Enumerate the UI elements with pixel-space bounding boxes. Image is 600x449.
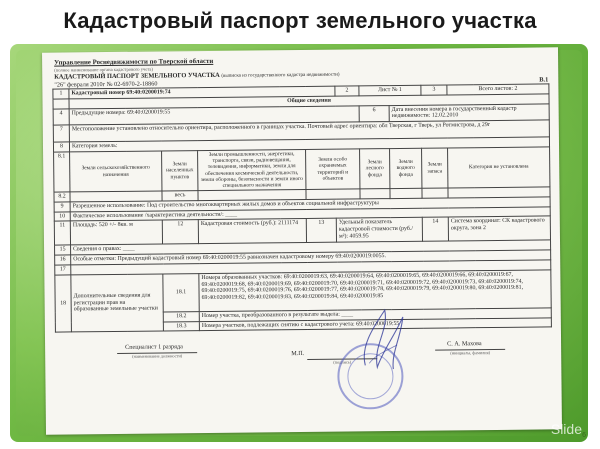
general-info-heading: Общие сведения — [69, 94, 549, 109]
row-number: 17 — [55, 265, 71, 275]
signer-name-caption: (инициалы, фамилия) — [435, 349, 505, 357]
specific-value: Удельный показатель кадастровой стоимости (руб./м²): 4059.95 — [336, 218, 422, 243]
permitted-use: Разрешенное использование: Под строительство многоквартирных жилых домов и объектов социальной инфраструктуры — [70, 197, 550, 212]
row-number: 14 — [422, 217, 448, 241]
land-value-cell — [390, 188, 422, 198]
land-category-cell: Земли водного фонда — [390, 148, 422, 189]
date-number: "26" февраля 2010г № 02-6970-2-18860 — [54, 80, 158, 89]
table-row — [54, 147, 550, 192]
date-of-entry: Дата внесения номера в государственный кадастр недвижимости: 12.02.2010 — [389, 103, 549, 121]
registration-info-label: Дополнительные сведения для регистрации прав на образованные земельные участки — [71, 274, 164, 333]
land-value-cell — [306, 189, 360, 199]
actual-use: Фактическое использование /характеристика деятельности/: ____ — [70, 207, 550, 222]
row-number: 11 — [54, 221, 70, 245]
formed-parcels: Номера образованных участков: 69:40:0200019:63, 69:40:0200019:64, 69:40:0200019:65, 69:40:0200019:66, 69:40:0200019:67, 69:40:0200019:68, 69:40:0200019:69, 69:40:0200019:70, 69:40:0200019:71, 69:40:0200019:72, 69:40:0200019:73, 69:40:0200019:74, 69:40:0200019:75, 69:40:0200019:76, 69:40:0200019:77, 69:40:0200019:78, 69:40:0200019:79, 69:40:0200019:80, 69:40:0200019:81, 69:40:0200019:82, 69:40:0200019:83, 69:40:0200019:84, 69:40:0200019:85 — [199, 270, 551, 312]
form-code: В.1 — [539, 76, 549, 84]
signature-caption: (подпись) — [307, 358, 377, 366]
row-number: 8.1 — [54, 152, 70, 192]
land-category-cell: Категория не установлена — [448, 147, 550, 188]
subrow-number: 18.1 — [163, 273, 199, 311]
land-category-cell: Земли сельскохозяйственного назначения — [70, 151, 162, 192]
cell-number: 3 — [421, 85, 447, 95]
stamp-label: М.П. — [291, 349, 305, 358]
form-title — [54, 71, 339, 82]
special-marks: Особые отметки: Предыдущий кадастровый номер 69:40:0200019:55 равнозначен кадастровому номеру 69:40:0200019:0055. — [71, 250, 551, 265]
land-value-cell: весь — [162, 191, 198, 201]
signature-scribble-icon — [355, 305, 416, 376]
slide-watermark: Slide — [550, 421, 582, 437]
land-category-cell: Земли запаса — [422, 148, 448, 188]
row-number: 16 — [55, 255, 71, 265]
signature-area — [55, 331, 552, 426]
page-number: 6 — [582, 432, 586, 439]
row-number: 6 — [359, 105, 389, 122]
sheet-number: Лист № 1 — [359, 85, 421, 95]
slide-title: Кадастровый паспорт земельного участка — [63, 8, 537, 33]
row-number: 10 — [54, 212, 70, 222]
row-number: 13 — [306, 219, 336, 243]
separated-parcel: Номер участка, преобразованного в результате выдела: ____ — [199, 308, 551, 321]
row-number: 9 — [54, 202, 70, 212]
signer-title: Специалист 1 разряда — [125, 343, 183, 351]
land-value-cell — [422, 188, 448, 198]
row-number: 4 — [53, 108, 69, 125]
form-subtitle: (выписка из государственного кадастра недвижимости) — [221, 72, 340, 79]
coordinate-system: Система координат: СК кадастрового округа, зона 2 — [448, 216, 550, 241]
previous-numbers: Предыдущие номера: 69:40:0200019:55 — [69, 105, 359, 125]
land-value-cell — [360, 189, 390, 199]
row-number — [53, 99, 69, 109]
land-category-cell: Земли населенных пунктов — [162, 150, 198, 191]
area: Площадь: 520 +/- 8кв. м — [70, 220, 162, 245]
location: Местоположение установлено относительно ориентира, расположенного в границах участка. Почтовый адрес ориентира: обл Тверская, г Тверь, ул Ротмистрова, д 29г — [69, 120, 549, 142]
row-number: 12 — [162, 220, 198, 244]
row-number: 7 — [53, 125, 69, 142]
cadastral-number: Кадастровый номер 69:40:0200019:74 — [69, 86, 335, 99]
agency-caption: (полное наименование органа кадастрового учета) — [54, 66, 154, 73]
row-number: 8.2 — [54, 192, 70, 202]
land-category-cell: Земли лесного фонда — [360, 148, 390, 189]
row-number: 8 — [53, 142, 69, 152]
removed-parcels: Номера участков, подлежащих снятию с кадастрового учета: 69:40:0200019:55 — [199, 317, 551, 330]
subrow-number: 18.3 — [163, 321, 199, 331]
land-category-cell: Земли особо охраняемых территорий и объектов — [306, 149, 360, 190]
form-title-main: КАДАСТРОВЫЙ ПАСПОРТ ЗЕМЕЛЬНОГО УЧАСТКА — [54, 71, 220, 81]
land-category-cell: Земли промышленности, энергетики, транспорта, связи, радиовещания, телевидения, информатики, земли для обеспечения космической деятельности, земли обороны, безопасности и земли иного специального назначения — [198, 149, 306, 190]
land-category-label: Категория земель: — [69, 137, 549, 152]
cadastral-value: Кадастровая стоимость (руб.): 2111174 — [198, 219, 306, 244]
subrow-number: 18.2 — [163, 311, 199, 321]
signer-name: С. А. Махова — [447, 340, 482, 348]
row-number: 1 — [53, 89, 69, 99]
rights-info: Сведения о правах: ____ — [71, 240, 551, 255]
row-number: 18 — [55, 275, 72, 333]
total-sheets: Всего листов: 2 — [447, 84, 549, 95]
cadastral-document — [42, 47, 562, 434]
agency-name: Управление Роснедвижимости по Тверской области — [54, 57, 214, 67]
table-row — [55, 270, 551, 313]
signer-title-caption: (наименование должности) — [117, 352, 197, 360]
cell-number: 2 — [335, 86, 359, 96]
row-number: 15 — [55, 245, 71, 255]
